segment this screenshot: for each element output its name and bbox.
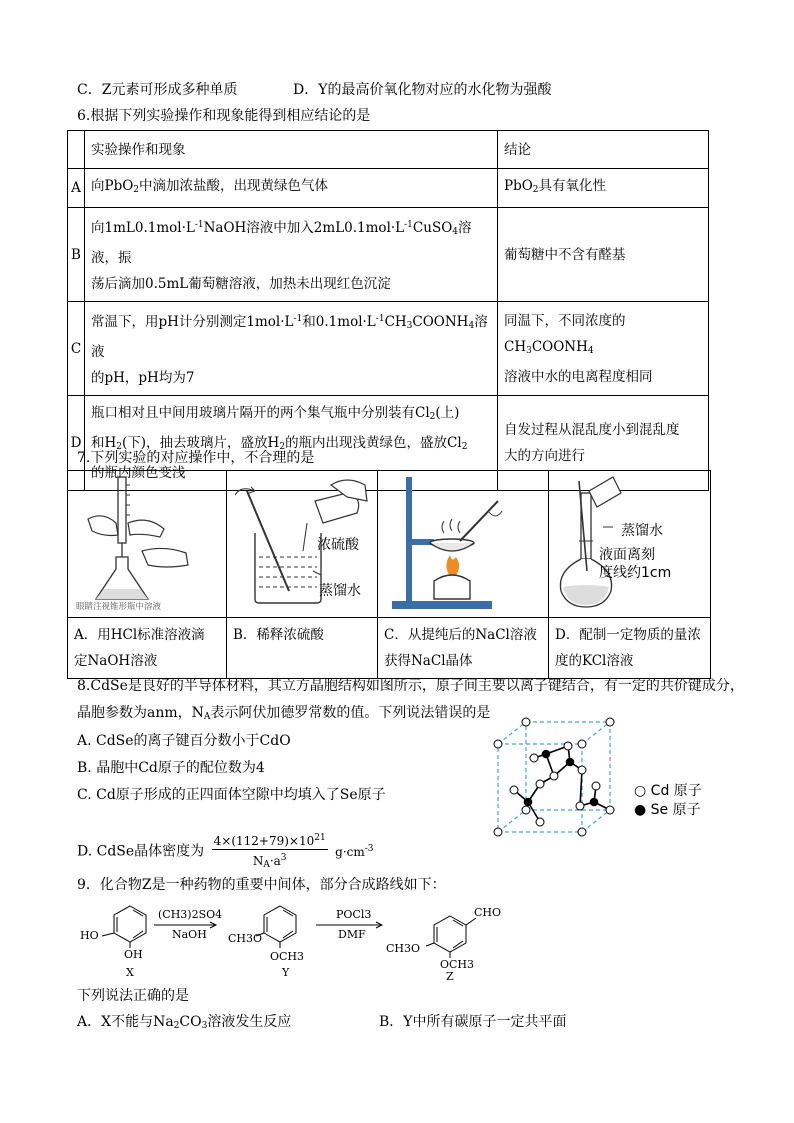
svg-text:Y: Y [282, 966, 290, 979]
q9-stem: 9．化合物Z是一种药物的重要中间体，部分合成路线如下： [77, 877, 446, 893]
q6-stem: 6.根据下列实验操作和现象能得到相应结论的是 [77, 108, 371, 124]
q5-option-d: D．Y的最高价氧化物对应的水化物为强酸 [293, 82, 552, 98]
svg-text:CH3O: CH3O [228, 932, 263, 945]
q7-stem: 7.下列实验的对应操作中，不合理的是 [77, 450, 315, 466]
q9-synthesis-scheme [70, 896, 510, 980]
q7-caption-a: A．用HCl标准溶液滴 定NaOH溶液 [68, 618, 227, 679]
q8-density-fraction: $\frac{4\times(112+79)\times 10^{21}}{N_A\cdot a^3}$ [212, 830, 328, 873]
svg-text:HO: HO [80, 929, 99, 942]
q6-row-a: A 向PbO$_2$中滴加浓盐酸，出现黄绿色气体 PbO$_2$具有氧化性 [68, 169, 709, 208]
q8-option-b: B. 晶胞中Cd原子的配位数为4 [77, 760, 265, 776]
q7-caption-d: D．配制一定物质的量浓 度的KCl溶液 [549, 618, 711, 679]
q7-caption-c: C．从提纯后的NaCl溶液 获得NaCl晶体 [378, 618, 549, 679]
svg-text:CH3O: CH3O [386, 942, 421, 955]
svg-text:液面离刻: 液面离刻 [599, 547, 655, 563]
svg-text:NaOH: NaOH [172, 928, 207, 941]
q6-row-c: C 常温下，用pH计分别测定$1mol\cdot L^{-1}$和$0.1mol\cdot L^{-1}CH_3COONH_4$溶液 的pH，pH均为7 同温下，不同浓度的$CH_3COONH_4$ 溶液中水的电离程度相同 [68, 302, 709, 396]
svg-text:OH: OH [124, 948, 143, 961]
svg-text:OCH3: OCH3 [270, 950, 305, 963]
q8-stem-line1: 8.CdSe是良好的半导体材料，其立方晶胞结构如图所示，原子间主要以离子键结合，有一定的共价键成分， [77, 678, 744, 694]
q8-stem-line2: 晶胞参数为anm，$N_A$表示阿伏加德罗常数的值。下列说法错误的是 [77, 705, 491, 722]
svg-text:X: X [126, 966, 134, 979]
q7-figure-evaporation [378, 471, 549, 618]
svg-text:蒸馏水: 蒸馏水 [319, 583, 361, 599]
svg-text:Z: Z [446, 970, 454, 980]
q7-figure-volumetric [549, 471, 711, 618]
svg-text:度线约1cm: 度线约1cm [599, 565, 672, 581]
svg-text:CHO: CHO [474, 906, 502, 919]
q9-option-b: B．Y中所有碳原子一定共平面 [379, 1014, 567, 1030]
q7-figure-titration [68, 471, 227, 618]
svg-text:浓硫酸: 浓硫酸 [317, 537, 359, 553]
q6-table [67, 130, 709, 491]
q7-figure-dilution [227, 471, 378, 618]
svg-text:(CH3)2SO4: (CH3)2SO4 [158, 908, 223, 921]
svg-text:POCl3: POCl3 [336, 908, 372, 921]
q8-legend-se: ● Se 原子 [634, 802, 701, 818]
svg-text:眼睛注视锥形瓶中溶液: 眼睛注视锥形瓶中溶液 [76, 602, 162, 612]
q6-header-conclusion: 结论 [498, 131, 709, 169]
svg-text:OCH3: OCH3 [440, 958, 475, 971]
svg-text:DMF: DMF [338, 928, 366, 941]
q6-row-d: D 瓶口相对且中间用玻璃片隔开的两个集气瓶中分别装有$Cl_2$(上) 和$H_2$(下)，抽去玻璃片，盛放$H_2$的瓶内出现浅黄绿色，盛放$Cl_2$ 的瓶内颜色变浅 自发过程从混乱度小到混乱度 大的方向进行 [68, 396, 709, 491]
q6-header-op: 实验操作和现象 [85, 131, 498, 169]
q8-unit-cell-figure [490, 716, 630, 840]
q8-legend-cd: ○ Cd 原子 [634, 783, 702, 799]
q9-question: 下列说法正确的是 [77, 988, 189, 1004]
q9-option-a: A．X不能与$Na_2CO_3$溶液发生反应 [77, 1014, 292, 1031]
q6-row-b: B 向$1mL0.1mol\cdot L^{-1}NaOH$溶液中加入$2mL0.1mol\cdot L^{-1}CuSO_4$溶液，振 荡后滴加0.5mL葡萄糖溶液，加热未出现红色沉淀 葡萄糖中不含有醛基 [68, 208, 709, 302]
q7-caption-b: B．稀释浓硫酸 [227, 618, 378, 679]
svg-text:蒸馏水: 蒸馏水 [621, 523, 663, 539]
q7-table [67, 470, 711, 679]
q8-option-c: C. Cd原子形成的正四面体空隙中均填入了Se原子 [77, 787, 386, 803]
q8-option-d: D. CdSe晶体密度为 $\frac{4\times(112+79)\times 10^{21}}{N_A\cdot a^3}$ $g\cdot cm^{-3}$ [77, 830, 374, 873]
q5-option-c: C．Z元素可形成多种单质 [77, 82, 238, 98]
q8-option-a: A. CdSe的离子键百分数小于CdO [77, 733, 291, 749]
